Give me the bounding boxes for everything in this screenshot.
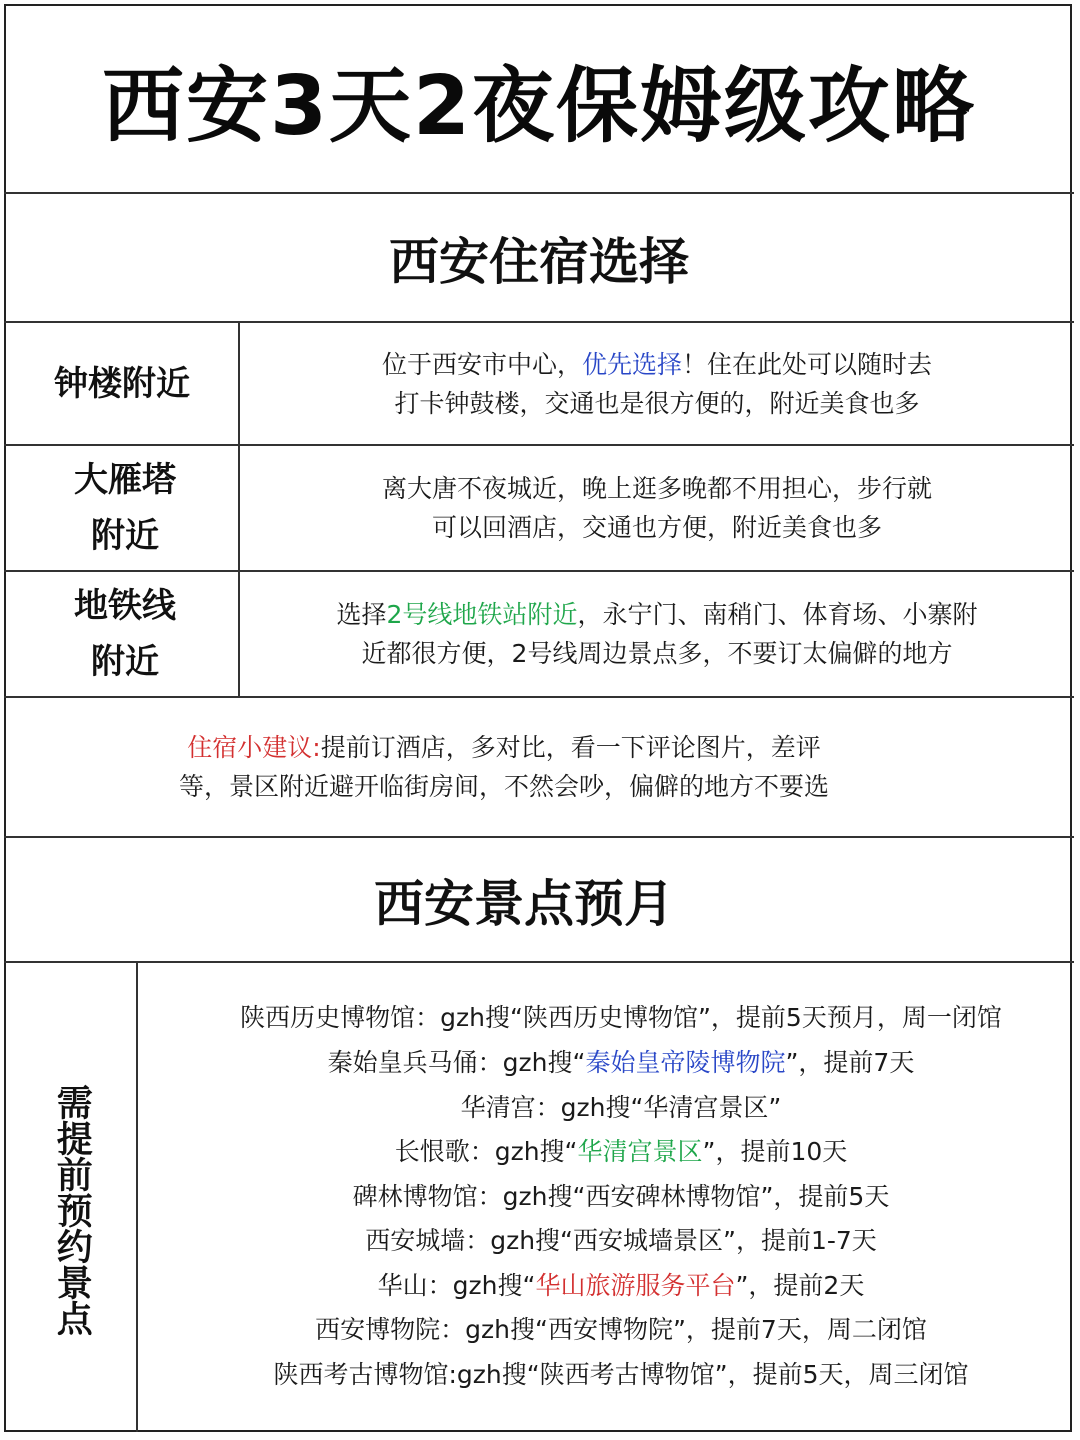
attraction-item <box>240 1353 1002 1398</box>
attractions-side-label-cell <box>6 963 136 1432</box>
desc-text: ！住在此处可以随时去 <box>682 349 933 379</box>
attraction-text: 长恨歌：gzh搜“ <box>394 1137 578 1167</box>
row-label-bell-tower <box>6 323 238 444</box>
tip-line: 等，景区附近避开临街房间，不然会吵，偏僻的地方不要选 <box>178 772 829 801</box>
attraction-text: 陕西考古博物馆:gzh搜“陕西考古博物馆”，提前5天，周三闭馆 <box>273 1360 969 1390</box>
attraction-item <box>240 1219 1002 1264</box>
attraction-item <box>240 996 1002 1041</box>
attractions-lines <box>240 996 1002 1397</box>
tip-line <box>179 728 829 767</box>
attraction-item <box>240 1175 1002 1220</box>
attraction-text: 西安博物院：gzh搜“西安博物院”，提前7天，周二闭馆 <box>315 1315 927 1345</box>
row-label-metro-line <box>6 572 238 696</box>
attraction-item <box>240 1130 1002 1175</box>
row-label-line: 地铁线 <box>74 586 176 626</box>
attraction-text: 华山：gzh搜“ <box>377 1270 536 1300</box>
attraction-text: 华清宫：gzh搜“华清宫景区” <box>460 1092 782 1122</box>
attractions-heading: 西安景点预月 <box>374 874 674 933</box>
attraction-highlight: 华清宫景区 <box>577 1137 703 1167</box>
desc-line: 打卡钟鼓楼，交通也是很方便的，附近美食也多 <box>394 388 920 418</box>
attraction-item <box>240 1041 1002 1086</box>
desc-text: 选择 <box>336 600 387 629</box>
attraction-text: 西安城墙：gzh搜“西安城墙景区”，提前1-7天 <box>365 1226 877 1256</box>
row-label-line: 附近 <box>91 516 159 556</box>
attraction-highlight: 秦始皇帝陵博物院 <box>585 1047 786 1077</box>
attraction-text: 秦始皇兵马俑：gzh搜“ <box>327 1047 586 1077</box>
tip-text: 提前订酒店，多对比，看一下评论图片，差评 <box>320 733 821 762</box>
attraction-text: 碑林博物馆：gzh搜“西安碑林博物馆”，提前5天 <box>352 1181 890 1211</box>
row-desc-bell-tower <box>240 323 1074 444</box>
attraction-text: ”，提前7天 <box>785 1047 915 1077</box>
row-label-line: 附近 <box>91 642 159 682</box>
tip-label: 住宿小建议: <box>187 733 321 762</box>
attraction-text: ”，提前2天 <box>735 1270 865 1300</box>
desc-line <box>337 595 978 634</box>
attraction-item <box>240 1086 1002 1131</box>
desc-text: 位于西安市中心， <box>381 349 582 379</box>
divider <box>4 961 1074 963</box>
row-label-line: 钟楼附近 <box>54 363 190 404</box>
desc-line <box>382 345 932 384</box>
row-desc-big-wild-goose-pagoda <box>240 446 1074 570</box>
attraction-item <box>240 1264 1002 1309</box>
row-label-big-wild-goose-pagoda <box>6 446 238 570</box>
attractions-side-label: 需提前预约景点 <box>51 1083 93 1336</box>
row-desc-metro-line <box>240 572 1074 696</box>
highlight-text: 优先选择 <box>581 349 682 379</box>
attraction-highlight: 华山旅游服务平台 <box>535 1270 736 1300</box>
attraction-text: 陕西历史博物馆：gzh搜“陕西历史博物馆”，提前5天预月，周一闭馆 <box>240 1003 1002 1033</box>
desc-line: 离大唐不夜城近，晚上逛多晚都不用担心，步行就 <box>381 474 932 503</box>
attraction-text: ”，提前10天 <box>702 1137 848 1167</box>
accommodation-tip <box>6 698 1072 836</box>
page-title: 西安3天2夜保姆级攻略 <box>101 58 977 154</box>
row-label-line: 大雁塔 <box>74 460 176 500</box>
attractions-list <box>138 996 1074 1398</box>
desc-line: 近都很方便，2号线周边景点多，不要订太偏僻的地方 <box>361 639 953 668</box>
accommodation-heading: 西安住宿选择 <box>389 232 689 291</box>
desc-text: ，永宁门、南稍门、体育场、小寨附 <box>577 600 978 629</box>
attraction-item <box>240 1308 1002 1353</box>
highlight-text: 2号线地铁站附近 <box>386 600 578 629</box>
desc-line: 可以回酒店，交通也方便，附近美食也多 <box>431 513 882 542</box>
